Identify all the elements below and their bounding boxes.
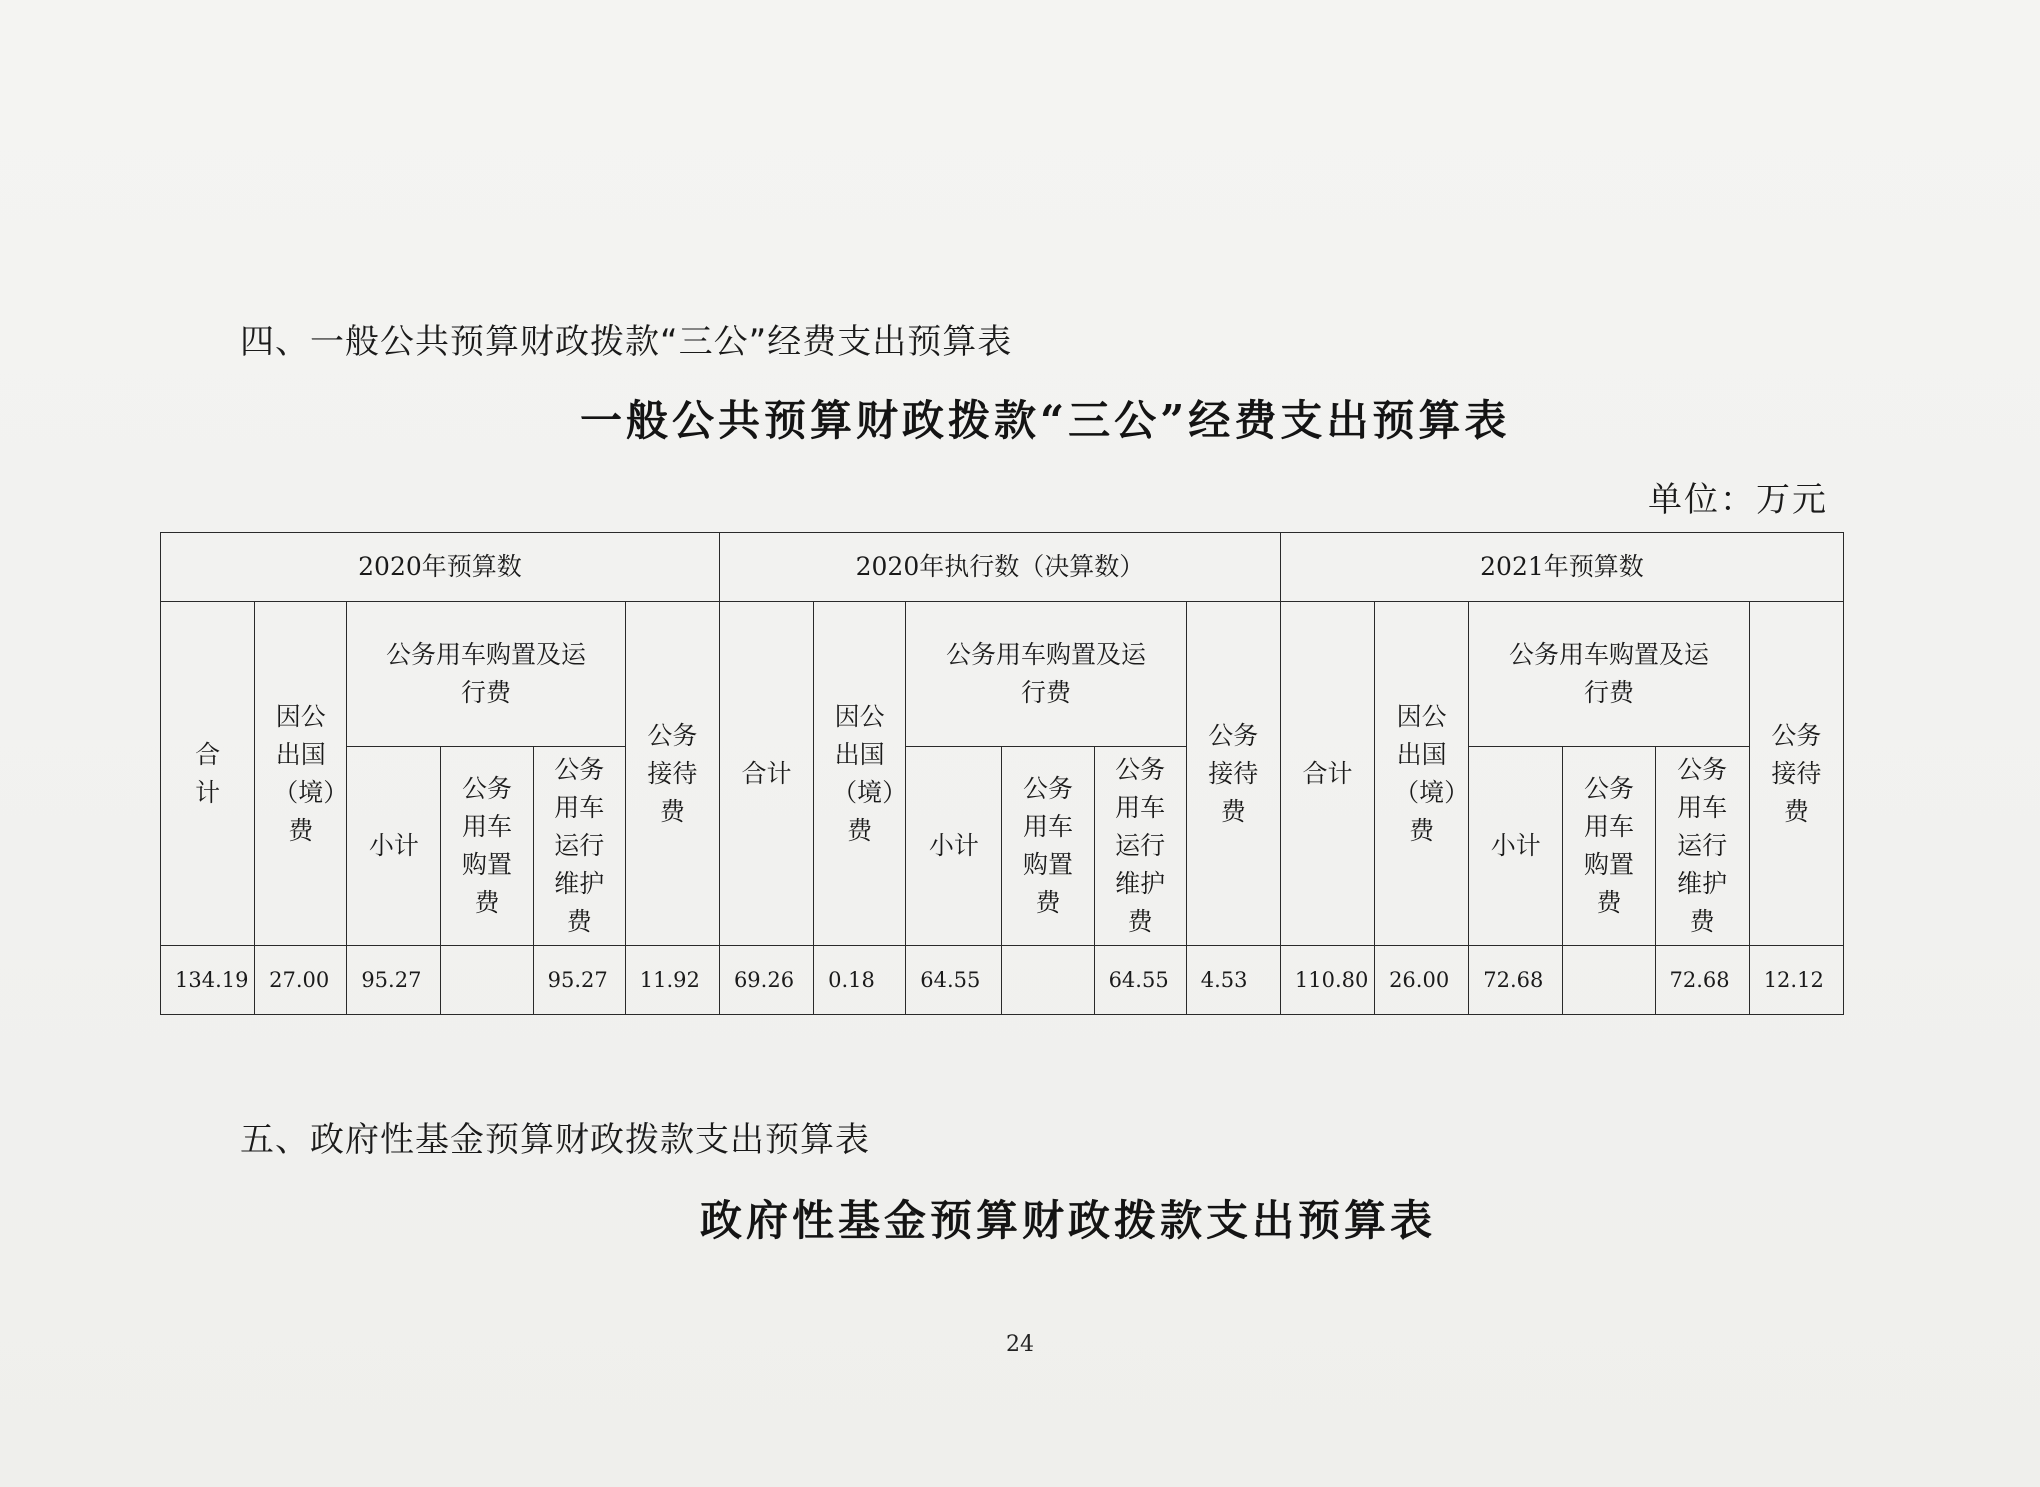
header-vehicle-purchase: 公务用车购置费 [1563,747,1655,946]
cell-2020-actual-subtotal: 64.55 [906,946,1002,1015]
page-number: 24 [1006,1332,1034,1357]
column-header-row-1 [161,602,1844,747]
cell-2021-budget-total: 110.80 [1280,946,1374,1015]
group-header-2020-budget: 2020年预算数 [161,533,720,602]
cell-2020-actual-vehicle-purchase [1002,946,1094,1015]
header-subtotal: 小计 [906,747,1002,946]
header-total: 合计 [161,602,255,946]
cell-2020-actual-total: 69.26 [719,946,813,1015]
header-subtotal: 小计 [347,747,441,946]
cell-2020-actual-vehicle-operation: 64.55 [1094,946,1186,1015]
group-header-2021-budget: 2021年预算数 [1280,533,1843,602]
header-vehicle-operation: 公务用车运行维护费 [1094,747,1186,946]
header-vehicle: 公务用车购置及运行费 [347,602,625,747]
cell-2020-budget-abroad: 27.00 [255,946,347,1015]
group-header-row [161,533,1844,602]
section-5-heading: 五、政府性基金预算财政拨款支出预算表 [240,1120,870,1160]
header-vehicle-purchase: 公务用车购置费 [441,747,533,946]
cell-2021-budget-reception: 12.12 [1749,946,1843,1015]
cell-2021-budget-subtotal: 72.68 [1469,946,1563,1015]
cell-2021-budget-vehicle-operation: 72.68 [1655,946,1749,1015]
header-abroad: 因公出国（境）费 [814,602,906,946]
cell-2020-budget-subtotal: 95.27 [347,946,441,1015]
group-header-2020-actual: 2020年执行数（决算数） [719,533,1280,602]
header-subtotal: 小计 [1469,747,1563,946]
cell-2020-budget-reception: 11.92 [625,946,719,1015]
table-row [161,946,1844,1015]
header-vehicle: 公务用车购置及运行费 [1469,602,1749,747]
cell-2020-actual-reception: 4.53 [1186,946,1280,1015]
header-vehicle-operation: 公务用车运行维护费 [533,747,625,946]
header-total: 合计 [1280,602,1374,946]
header-abroad: 因公出国（境）费 [1375,602,1469,946]
cell-2020-budget-vehicle-purchase [441,946,533,1015]
header-reception: 公务接待费 [1186,602,1280,946]
cell-2020-actual-abroad: 0.18 [814,946,906,1015]
header-reception: 公务接待费 [1749,602,1843,946]
section-4-heading: 四、一般公共预算财政拨款“三公”经费支出预算表 [240,322,1013,362]
three-public-expenses-table-title: 一般公共预算财政拨款“三公”经费支出预算表 [580,396,1511,445]
cell-2020-budget-total: 134.19 [161,946,255,1015]
header-vehicle-operation: 公务用车运行维护费 [1655,747,1749,946]
header-vehicle-purchase: 公务用车购置费 [1002,747,1094,946]
header-total: 合计 [719,602,813,946]
government-fund-table-title: 政府性基金预算财政拨款支出预算表 [700,1196,1437,1245]
cell-2020-budget-vehicle-operation: 95.27 [533,946,625,1015]
unit-label: 单位：万元 [1648,480,1828,520]
header-reception: 公务接待费 [625,602,719,946]
cell-2021-budget-vehicle-purchase [1563,946,1655,1015]
header-vehicle: 公务用车购置及运行费 [906,602,1186,747]
column-header-row-2 [161,747,1844,946]
cell-2021-budget-abroad: 26.00 [1375,946,1469,1015]
header-abroad: 因公出国（境）费 [255,602,347,946]
three-public-expenses-table [160,532,1844,1015]
